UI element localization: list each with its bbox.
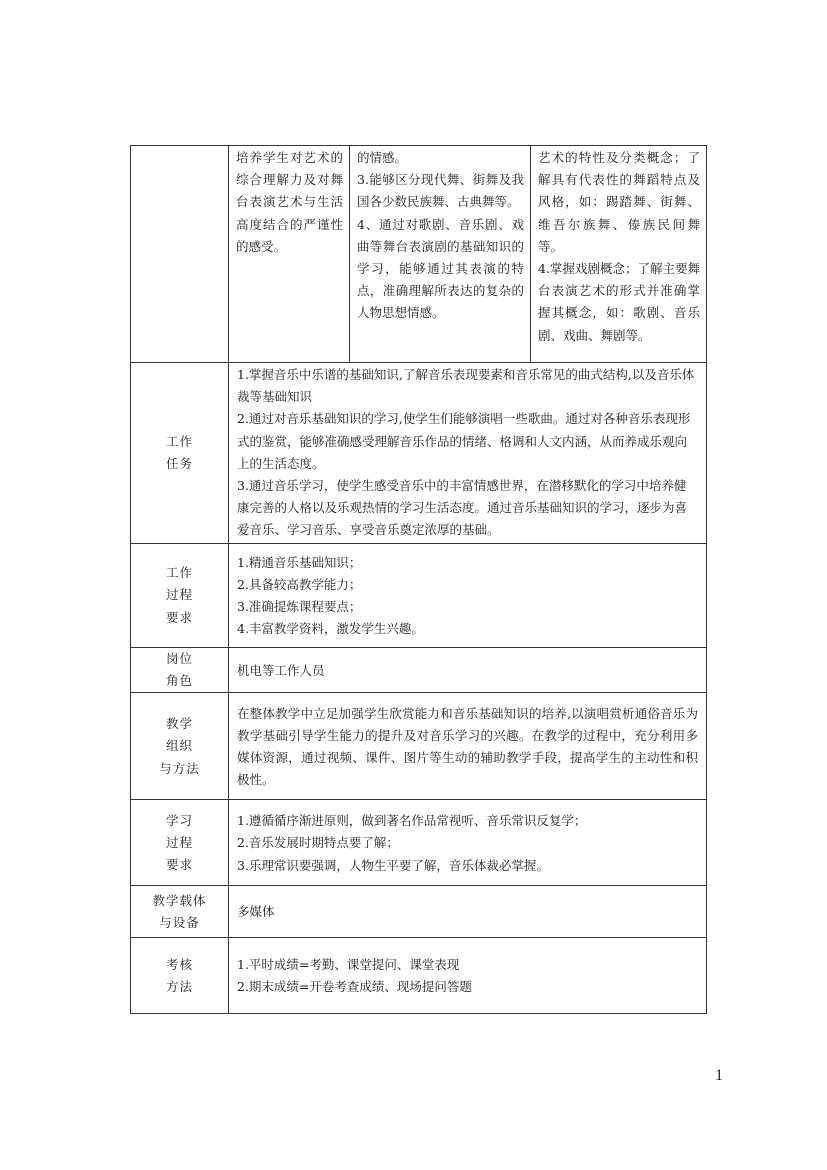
table-row-work-process [131, 544, 707, 648]
list-item: 3.准确提炼课程要点； [237, 599, 362, 614]
cell-learning-process [229, 800, 707, 886]
cell-continuation-col3 [531, 146, 707, 363]
cell-teaching-method: 在整体教学中立足加强学生欣赏能力和音乐基础知识的培养,以演唱赏析通俗音乐为教学基础引导学生能力的提升及对音乐学习的兴趣。在教学的过程中，充分利用多媒体资源，通过视频、课件、图片等生动的辅助教学手段，提高学生的主动性和积极性。 [229, 693, 707, 800]
list-item: 2.期末成绩=开卷考查成绩、现场提问答题 [237, 979, 472, 995]
cell-role: 机电等工作人员 [229, 648, 707, 693]
table-row-continuation [131, 146, 707, 363]
cell-assessment [229, 938, 707, 1014]
list-item: 的情感。 [357, 150, 408, 165]
list-item: 1.掌握音乐中乐谱的基础知识,了解音乐表现要素和音乐常见的曲式结构,以及音乐体裁等基础知识 [237, 367, 695, 405]
row-label-role: 岗位 角色 [131, 648, 229, 693]
row-label-learning-process: 学习 过程 要求 [131, 800, 229, 886]
table-row-role [131, 648, 707, 693]
list-item: 2.音乐发展时期特点要了解； [237, 835, 399, 851]
table-row-equipment [131, 886, 707, 938]
row-label-work-tasks: 工作 任务 [131, 363, 229, 544]
table-row-assessment [131, 938, 707, 1014]
list-item: 1.遵循循序渐进原则，做到著名作品常视听、音乐常识反复学； [237, 813, 587, 829]
list-item: 1.平时成绩=考勤、课堂提问、课堂表现 [237, 957, 460, 973]
row-label-empty [131, 146, 229, 363]
table-row-work-tasks [131, 363, 707, 544]
row-label-work-process: 工作 过程 要求 [131, 544, 229, 648]
row-label-assessment: 考核 方法 [131, 938, 229, 1014]
curriculum-table [130, 145, 707, 1014]
row-label-teaching-method: 教学 组织 与方法 [131, 693, 229, 800]
list-item: 3.能够区分现代舞、街舞及我国各少数民族舞、古典舞等。 [357, 172, 524, 210]
cell-work-tasks [229, 363, 707, 544]
cell-continuation-col1: 培养学生对艺术的综合理解力及对舞台表演艺术与生活高度结合的严谨性的感受。 [229, 146, 350, 363]
table-row-teaching-method [131, 693, 707, 800]
cell-work-process [229, 544, 707, 648]
table-row-learning-process [131, 800, 707, 886]
cell-continuation-col2 [350, 146, 531, 363]
list-item: 4.丰富教学资料，激发学生兴趣。 [237, 621, 424, 637]
list-item: 1.精通音乐基础知识； [237, 554, 362, 570]
list-item: 3.乐理常识要强调，人物生平要了解，音乐体裁必掌握。 [237, 857, 549, 873]
cell-equipment: 多媒体 [229, 886, 707, 938]
list-item: 2.具备较高教学能力； [237, 576, 362, 592]
page-number: 1 [715, 1067, 723, 1084]
list-item: 3.通过音乐学习，使学生感受音乐中的丰富情感世界，在潜移默化的学习中培养健康完善的人格以及乐观热情的学习生活态度。通过音乐基础知识的学习，逐步为喜爱音乐、学习音乐、享受音乐奠定浓厚的基础。 [237, 478, 688, 538]
list-item: 2.通过对音乐基础知识的学习,使学生们能够演唱一些歌曲。通过对各种音乐表现形式的鉴赏，能够准确感受理解音乐作品的情绪、格调和人文内涵，从而养成乐观向上的生活态度。 [237, 411, 691, 471]
list-item: 艺术的特性及分类概念；了解具有代表性的舞蹈特点及风格，如：踢踏舞、街舞、维吾尔族舞、傣族民间舞等。 [538, 150, 700, 254]
list-item: 4、通过对歌剧、音乐剧、戏曲等舞台表演剧的基础知识的学习，能够通过其表演的特点，准确理解所表达的复杂的人物思想情感。 [357, 216, 524, 321]
list-item: 4.掌握戏剧概念；了解主要舞台表演艺术的形式并准确掌握其概念，如：歌剧、音乐剧、戏曲、舞剧等。 [538, 261, 700, 343]
row-label-equipment: 教学载体 与设备 [131, 886, 229, 938]
